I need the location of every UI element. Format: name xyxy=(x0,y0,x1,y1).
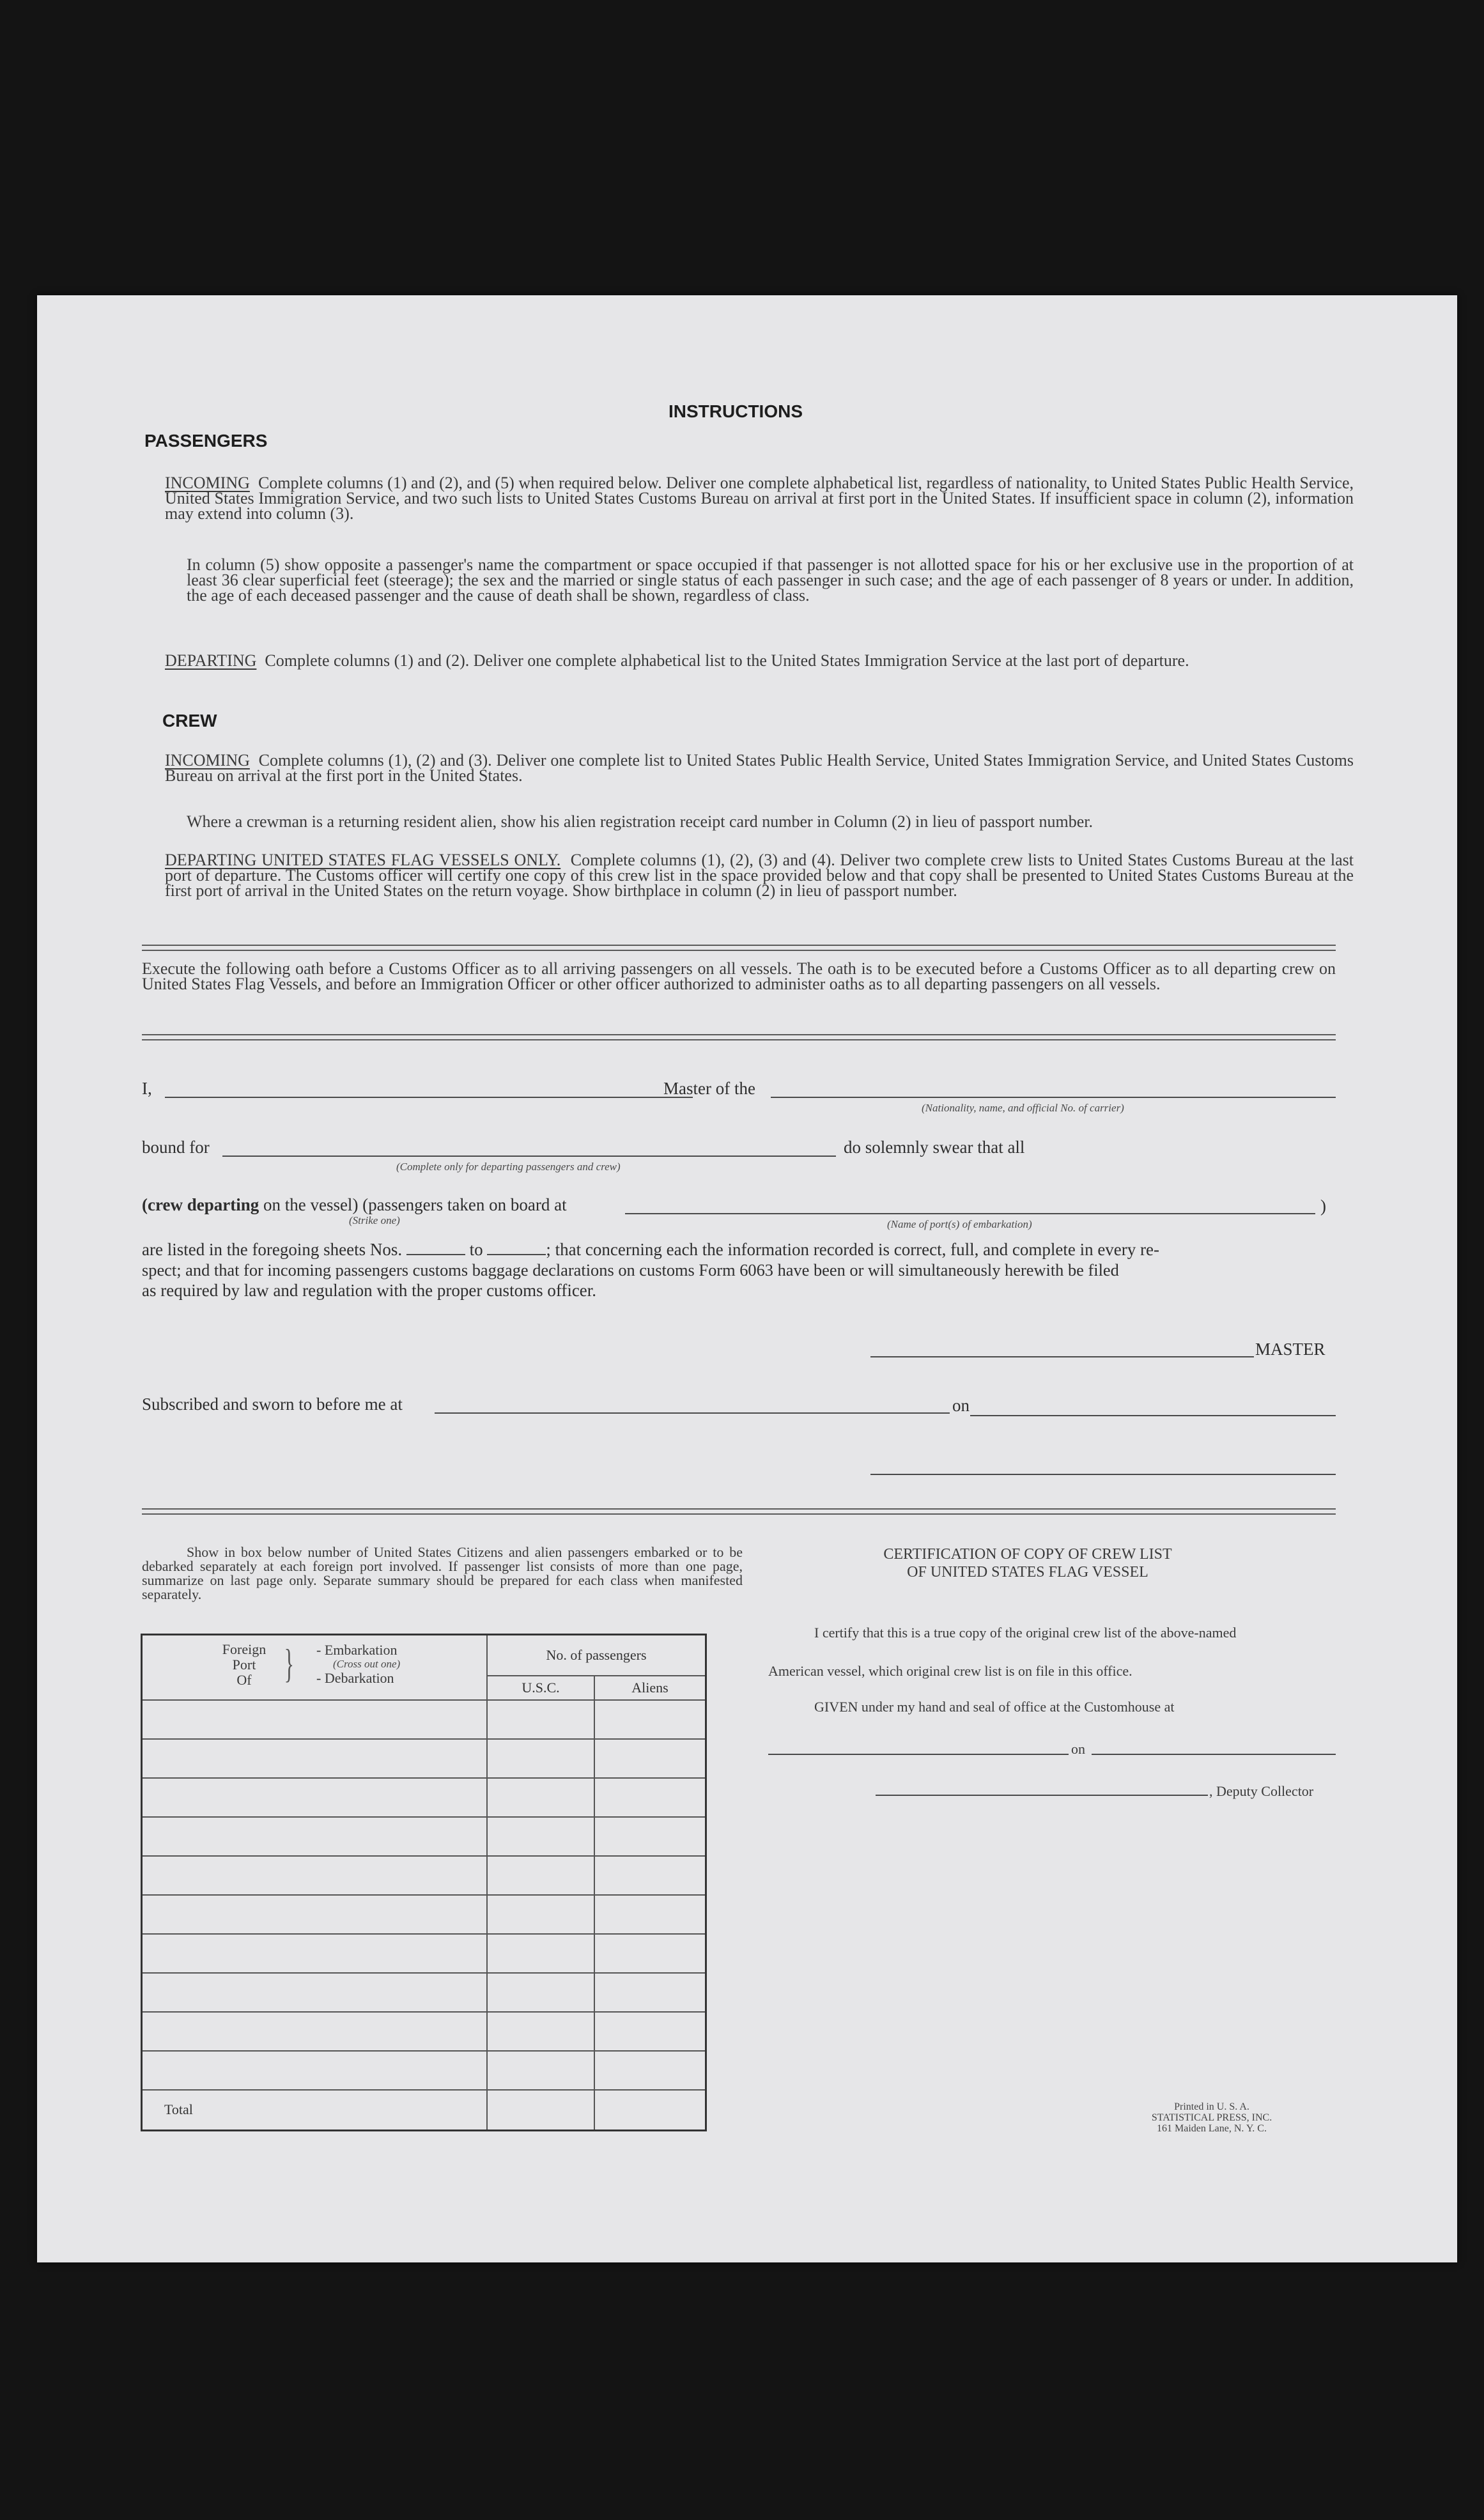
passengers-incoming-label: INCOMING xyxy=(165,474,250,492)
header-foreign-port xyxy=(142,1635,488,1700)
passengers-departing-paragraph xyxy=(165,653,1354,669)
header-embarkation[interactable]: - Embarkation xyxy=(316,1642,398,1658)
crew-incoming-label: INCOMING xyxy=(165,751,250,769)
header-no-passengers: No. of passengers xyxy=(487,1635,706,1676)
table-row[interactable] xyxy=(142,2051,706,2090)
subscribed-on-label: on xyxy=(952,1396,970,1415)
listed-rest-2: spect; and that for incoming passengers customs baggage declarations on customs Form 6063 have been or will simultaneously herewith be filed xyxy=(142,1260,1119,1279)
master-of-label: Master of the xyxy=(663,1079,755,1098)
brace-icon: } xyxy=(284,1641,295,1686)
listed-rest-3: as required by law and regulation with the proper customs officer. xyxy=(142,1281,597,1300)
table-row[interactable] xyxy=(142,2012,706,2051)
to-label: to xyxy=(469,1240,483,1259)
table-row[interactable] xyxy=(142,1739,706,1778)
table-row[interactable] xyxy=(142,1895,706,1934)
instructions-title: INSTRUCTIONS xyxy=(669,401,803,421)
table-row[interactable] xyxy=(142,1778,706,1817)
table-row[interactable] xyxy=(142,1856,706,1895)
crew-departing-text: Complete columns (1), (2), (3) and (4). Deliver two complete crew lists to United States Customs Bureau at the last port of departure. The Customs officer will certify one copy of this crew list in the space provided below and that copy shall be presented to United States Customs Bureau at the first port of arrival in the United States on the return voyage. Show birthplace in column (2) in lieu of passport number. xyxy=(165,851,1354,900)
printer-line-2: STATISTICAL PRESS, INC. xyxy=(1151,2112,1272,2123)
bound-for-note: (Complete only for departing passengers and crew) xyxy=(396,1161,621,1173)
divider-bottom xyxy=(142,1508,1336,1515)
crew-departing-option: (crew departing xyxy=(142,1195,259,1214)
passengers-column5-paragraph: In column (5) show opposite a passenger's name the compartment or space occupied if that passenger is not allotted space for his or her exclusive use in the proportion of at least 36 clear superficial feet (steerage); the sex and the married or single status of each passenger in such case; and the age of each passenger of 8 years or under. In addition, the age of each deceased passenger and the cause of death shall be shown, regardless of class. xyxy=(187,555,1354,605)
master-name-field[interactable] xyxy=(165,1097,693,1098)
subscribed-label: Subscribed and sworn to before me at xyxy=(142,1395,403,1414)
header-of: Of xyxy=(236,1672,252,1688)
officer-signature-field[interactable] xyxy=(870,1474,1336,1475)
port-embarkation-field[interactable] xyxy=(625,1213,1315,1214)
divider-oath xyxy=(142,1034,1336,1040)
swear-label: do solemnly swear that all xyxy=(844,1138,1025,1157)
divider-top xyxy=(142,945,1336,951)
printer-line-1: Printed in U. S. A. xyxy=(1174,2101,1249,2112)
listed-start: are listed in the foregoing sheets Nos. xyxy=(142,1240,403,1259)
header-port: Port xyxy=(232,1657,256,1673)
printer-imprint xyxy=(1122,2101,1301,2134)
table-row[interactable] xyxy=(142,1817,706,1856)
passenger-summary-table xyxy=(141,1634,707,2131)
certification-text-1: I certify that this is a true copy of the original crew list of the above-named xyxy=(814,1625,1237,1641)
given-text: GIVEN under my hand and seal of office at the Customhouse at xyxy=(814,1699,1175,1715)
passengers-heading: PASSENGERS xyxy=(144,431,268,451)
table-row[interactable] xyxy=(142,1973,706,2012)
on-vessel-label: on the vessel) (passengers taken on board at xyxy=(263,1195,567,1214)
subscribed-date-field[interactable] xyxy=(970,1415,1336,1416)
bound-for-label: bound for xyxy=(142,1138,210,1157)
header-debarkation[interactable]: - Debarkation xyxy=(316,1670,394,1686)
certification-on-label: on xyxy=(1071,1741,1085,1757)
close-paren: ) xyxy=(1320,1196,1326,1216)
certification-title-1: CERTIFICATION OF COPY OF CREW LIST xyxy=(883,1546,1172,1563)
nationality-note: (Nationality, name, and official No. of carrier) xyxy=(922,1102,1124,1114)
passengers-departing-label: DEPARTING xyxy=(165,651,257,670)
summary-instructions: Show in box below number of United States Citizens and alien passengers embarked or to be debarked separately at each foreign port involved. If passenger list consists of more than one page, summarize on last page only. Separate summary should be prepared for each class when manifested separately. xyxy=(142,1544,743,1602)
crew-departing-paragraph xyxy=(165,853,1354,899)
passengers-incoming-paragraph xyxy=(165,475,1354,522)
printer-line-3: 161 Maiden Lane, N. Y. C. xyxy=(1157,2123,1267,2134)
ports-note: (Name of port(s) of embarkation) xyxy=(887,1218,1032,1230)
certification-date-field[interactable] xyxy=(1092,1754,1336,1755)
header-cross: (Cross out one) xyxy=(333,1658,401,1670)
oath-i-label: I, xyxy=(142,1079,152,1098)
table-row[interactable] xyxy=(142,1700,706,1739)
crew-incoming-paragraph xyxy=(165,753,1354,784)
passengers-departing-text: Complete columns (1) and (2). Deliver one complete alphabetical list to the United States Immigration Service at the last port of departure. xyxy=(265,651,1189,670)
total-label: Total xyxy=(142,2090,488,2131)
bound-for-field[interactable] xyxy=(222,1156,836,1157)
subscribed-place-field[interactable] xyxy=(435,1412,950,1414)
total-row[interactable] xyxy=(142,2090,706,2131)
deputy-signature-field[interactable] xyxy=(876,1795,1208,1796)
carrier-field[interactable] xyxy=(771,1097,1336,1098)
certification-title xyxy=(778,1545,1277,1581)
passengers-incoming-text: Complete columns (1) and (2), and (5) when required below. Deliver one complete alphabetical list, regardless of nationality, to United States Public Health Service, United States Immigration Service, and two such lists to United States Customs Bureau on arrival at first port in the United States. If insufficient space in column (2), information may extend into column (3). xyxy=(165,474,1354,523)
crew-departing-line xyxy=(142,1195,567,1215)
crew-departing-label: DEPARTING UNITED STATES FLAG VESSELS ONLY. xyxy=(165,851,561,869)
oath-intro: Execute the following oath before a Customs Officer as to all arriving passengers on all vessels. The oath is to be executed before a Customs Officer as to all departing crew on United States Flag Vessels, and before an Immigration Officer or other officer authorized to administer oaths as to all departing passengers on all vessels. xyxy=(142,959,1336,993)
crew-heading: CREW xyxy=(162,711,217,730)
listed-line-1 xyxy=(142,1240,1159,1260)
header-usc: U.S.C. xyxy=(487,1676,594,1700)
crew-resident-paragraph: Where a crewman is a returning resident alien, show his alien registration receipt card number in Column (2) in lieu of passport number. xyxy=(187,812,1094,831)
certification-title-2: OF UNITED STATES FLAG VESSEL xyxy=(907,1564,1148,1581)
header-aliens: Aliens xyxy=(594,1676,706,1700)
certification-text-2: American vessel, which original crew list is on file in this office. xyxy=(768,1663,1132,1679)
sheet-to-field[interactable] xyxy=(487,1254,546,1255)
deputy-label: , Deputy Collector xyxy=(1209,1783,1314,1799)
customhouse-field[interactable] xyxy=(768,1754,1069,1755)
crew-incoming-text: Complete columns (1), (2) and (3). Deliver one complete list to United States Public Health Service, United States Immigration Service, and United States Customs Bureau on arrival at the first port in the United States. xyxy=(165,751,1354,785)
sheet-from-field[interactable] xyxy=(406,1254,465,1255)
listed-rest-1: ; that concerning each the information recorded is correct, full, and complete in every re- xyxy=(546,1240,1160,1259)
form-page xyxy=(37,295,1457,2262)
master-signature-field[interactable] xyxy=(870,1356,1254,1357)
strike-note: (Strike one) xyxy=(349,1214,400,1226)
header-foreign: Foreign xyxy=(222,1641,267,1657)
table-row[interactable] xyxy=(142,1934,706,1973)
master-label: MASTER xyxy=(1255,1340,1326,1359)
